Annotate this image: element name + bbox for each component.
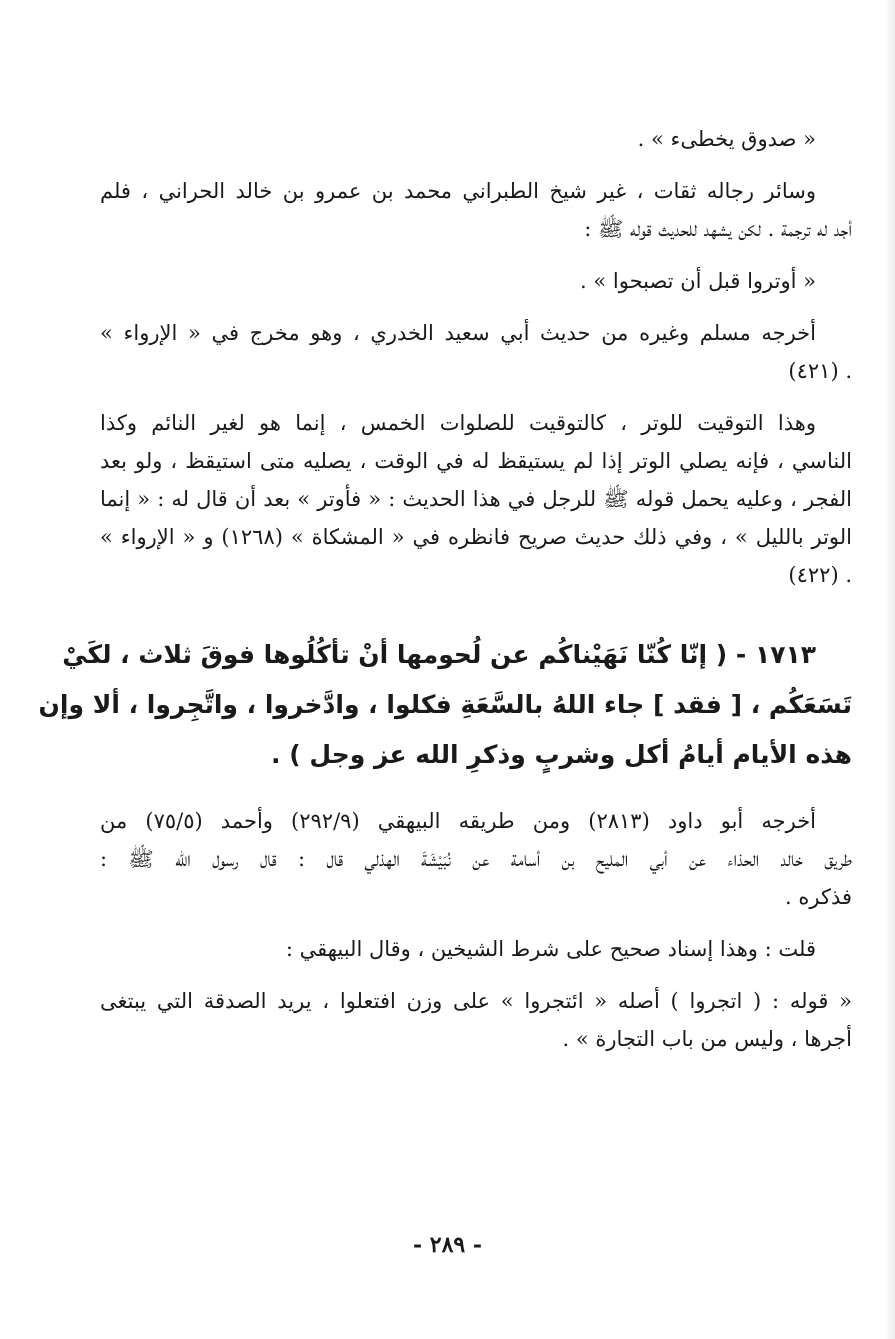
text-line: وسائر رجاله ثقات ، غير شيخ الطبراني محمد بن عمرو بن خالد الحراني ، فلم [100, 179, 816, 203]
text-line: . (٤٢٢) [788, 563, 852, 587]
text-line: فذكره . [785, 885, 852, 909]
text-line: « أوتروا قبل أن تصبحوا » . [580, 269, 816, 293]
hadith-line: تَسَعَكُم ، [ فقد ] جاء اللهُ بالسَّعَةِ فكلوا ، وادَّخروا ، واتَّجِروا ، ألا وإن [38, 690, 852, 719]
qultu-paragraph [100, 930, 852, 968]
text-line: وهذا التوقيت للوتر ، كالتوقيت للصلوات الخمس ، إنما هو لغير النائم وكذا [100, 411, 816, 435]
text-line: طريق خالد الحذاء عن أبي المليح بن أسامة عن نُبَيْشَةَ الهذلي قال : قال رسول الله ﷺ : [100, 847, 852, 871]
text-line: أجد له ترجمة . لكن يشهد للحديث قوله ﷺ : [584, 217, 852, 241]
page-body [38, 120, 852, 1058]
quote-awtiru-paragraph [100, 262, 852, 300]
bayhaqi-quote-paragraph [100, 982, 852, 1058]
hadith-line: هذه الأيام أيامُ أكل وشربٍ وذكرِ الله عز وجل ) . [271, 740, 852, 769]
text-line: « قوله : ( اتجروا ) أصله « ائتجروا » على وزن افتعلوا ، يريد الصدقة التي يبتغى [100, 989, 852, 1013]
quote-saduq-paragraph [100, 120, 852, 158]
text-line: « صدوق يخطىء » . [637, 127, 816, 151]
hadith-1713-paragraph [38, 630, 852, 780]
takhrij-abudawud-paragraph [100, 802, 852, 916]
text-line: أخرجه أبو داود (٢٨١٣) ومن طريقه البيهقي (٢٩٢/٩) وأحمد (٧٥/٥) من [100, 809, 817, 833]
scan-edge-shadow [885, 0, 895, 1339]
takhrij-muslim-paragraph [100, 314, 852, 390]
timing-witr-paragraph [100, 404, 852, 594]
text-line: الفجر ، وعليه يحمل قوله ﷺ للرجل في هذا الحديث : « فأوتر » بعد أن قال له : « إنما [100, 487, 852, 511]
text-line: الوتر بالليل » ، وفي ذلك حديث صريح فانظره في « المشكاة » (١٢٦٨) و « الإرواء » [100, 525, 852, 549]
text-line: أجرها ، وليس من باب التجارة » . [562, 1027, 852, 1051]
page-number: - ٢٨٩ - [412, 1232, 483, 1258]
text-line: . (٤٢١) [788, 359, 852, 383]
text-line: أخرجه مسلم وغيره من حديث أبي سعيد الخدري ، وهو مخرج في « الإرواء » [100, 321, 816, 345]
hadith-line: ١٧١٣ - ( إنّا كُنّا نَهَيْناكُم عن لُحومها أنْ تأكُلُوها فوقَ ثلاث ، لكَيْ [62, 640, 816, 669]
text-line: الناسي ، فإنه يصلي الوتر إذا لم يستيقظ له في الوقت ، يصليه متى استيقظ ، ولو بعد [100, 449, 852, 473]
text-line: قلت : وهذا إسناد صحيح على شرط الشيخين ، وقال البيهقي : [285, 937, 816, 961]
narrators-paragraph [100, 172, 852, 248]
